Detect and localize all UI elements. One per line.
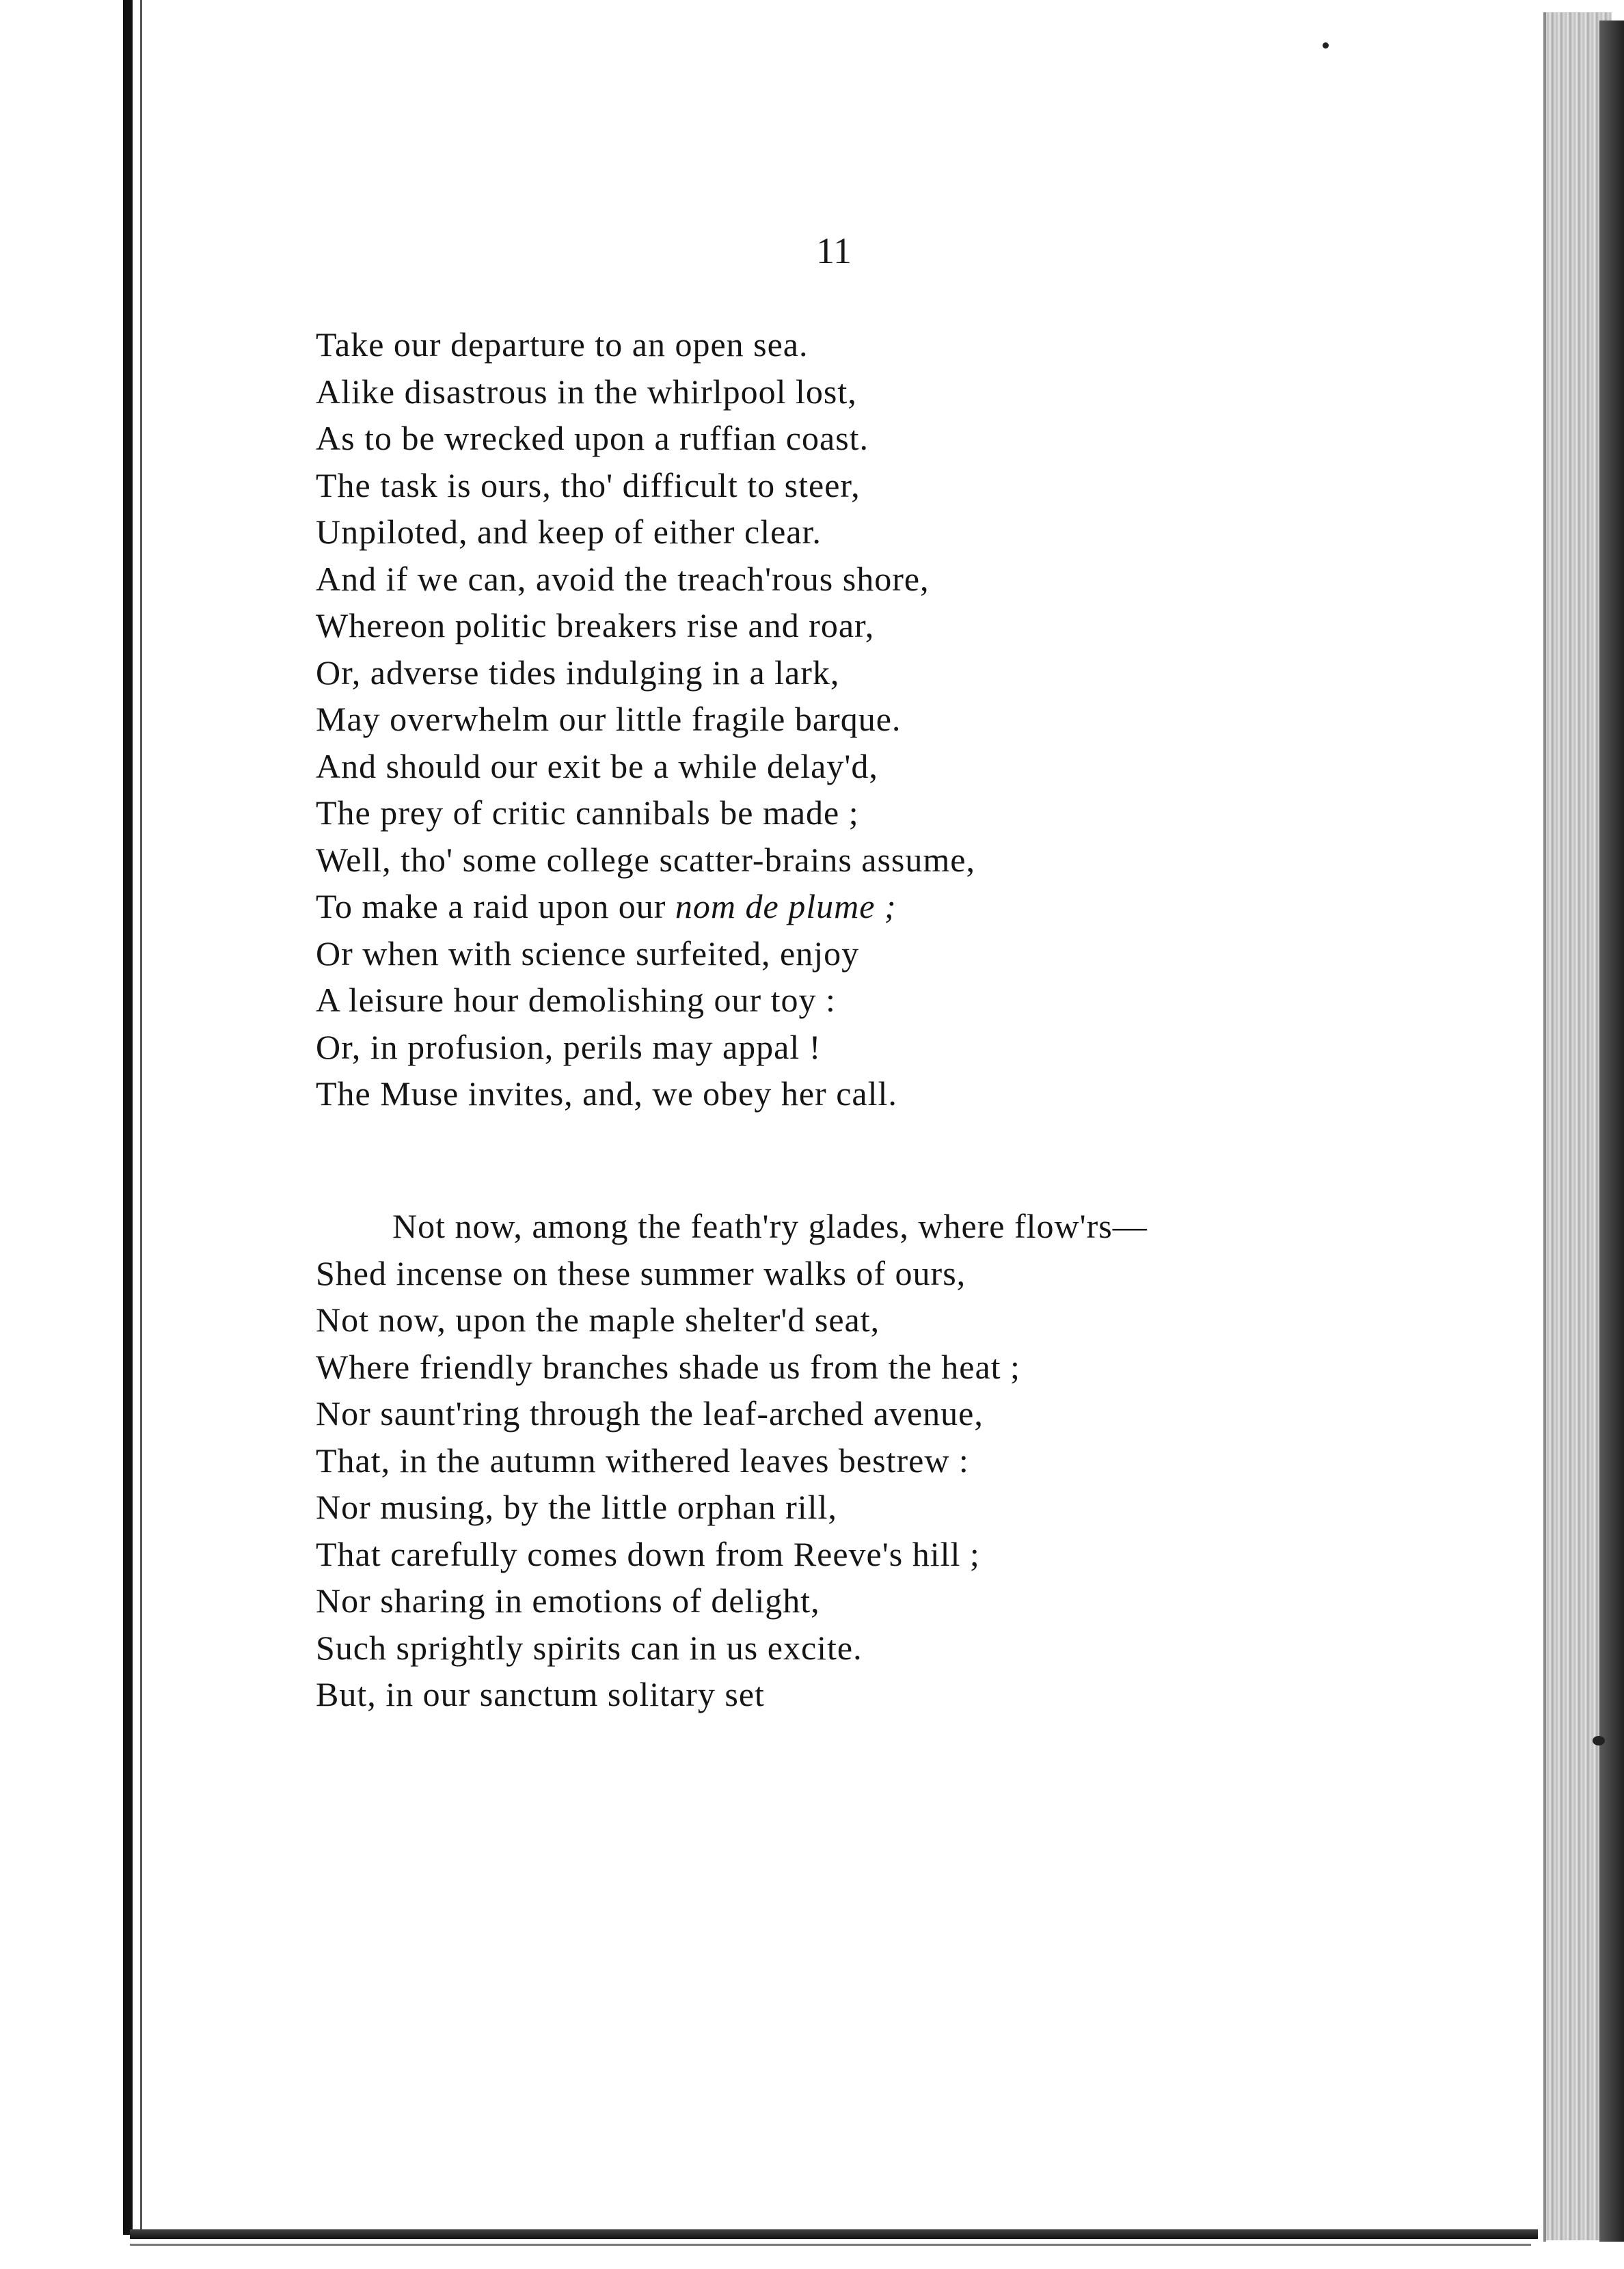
verse-line: As to be wrecked upon a ruffian coast. [316,419,869,457]
binding-margin [0,0,126,2242]
verse-line: Take our departure to an open sea. [316,325,809,364]
verse-line: But, in our sanctum solitary set [316,1675,765,1713]
verse-line: Whereon politic breakers rise and roar, [316,606,875,644]
italic-phrase: nom de plume ; [675,887,897,925]
verse-line: Not now, among the feath'ry glades, where flow'rs— [392,1207,1148,1245]
verse-line: A leisure hour demolishing our toy : [316,981,836,1019]
stanza [316,321,975,1117]
binding-edge-dark [123,0,133,2235]
verse-line: That, in the autumn withered leaves bestrew : [316,1441,969,1480]
verse-line: May overwhelm our little fragile barque. [316,700,902,738]
verse-line: Or, adverse tides indulging in a lark, [316,653,840,692]
verse-line: That carefully comes down from Reeve's hill ; [316,1534,980,1573]
verse-line: And if we can, avoid the treach'rous shore, [316,559,930,598]
bottom-page-edge-line [130,2244,1531,2246]
bottom-page-edge [130,2229,1538,2239]
verse-line: And should our exit be a while delay'd, [316,746,878,785]
verse-line: Or when with science surfeited, enjoy [316,934,860,973]
stanza [316,1203,1148,1718]
verse-line-with-italic [316,883,975,930]
binding-edge-line [140,0,142,2235]
verse-line: Or, in profusion, perils may appal ! [316,1027,822,1066]
verse-line-text: To make a raid upon our [316,887,675,925]
page-number: 11 [816,230,852,271]
verse-line: Unpiloted, and keep of either clear. [316,513,822,551]
ink-speck [1593,1736,1605,1745]
verse-line: The task is ours, tho' difficult to steer, [316,465,861,504]
verse-line: The Muse invites, and, we obey her call. [316,1074,897,1113]
verse-line: Nor saunt'ring through the leaf-arched avenue, [316,1394,984,1432]
verse-line: The prey of critic cannibals be made ; [316,793,859,832]
fore-edge-shadow [1599,21,1624,2242]
ink-speck [1323,42,1329,49]
verse-line: Where friendly branches shade us from the heat ; [316,1347,1020,1386]
verse-line: Alike disastrous in the whirlpool lost, [316,372,857,411]
verse-line: Well, tho' some college scatter-brains assume, [316,840,975,879]
verse-line: Shed incense on these summer walks of ours, [316,1253,966,1292]
verse-line: Such sprightly spirits can in us excite. [316,1628,863,1667]
verse-line: Nor musing, by the little orphan rill, [316,1488,837,1526]
verse-line: Nor sharing in emotions of delight, [316,1581,820,1620]
verse-line: Not now, upon the maple shelter'd seat, [316,1301,880,1339]
